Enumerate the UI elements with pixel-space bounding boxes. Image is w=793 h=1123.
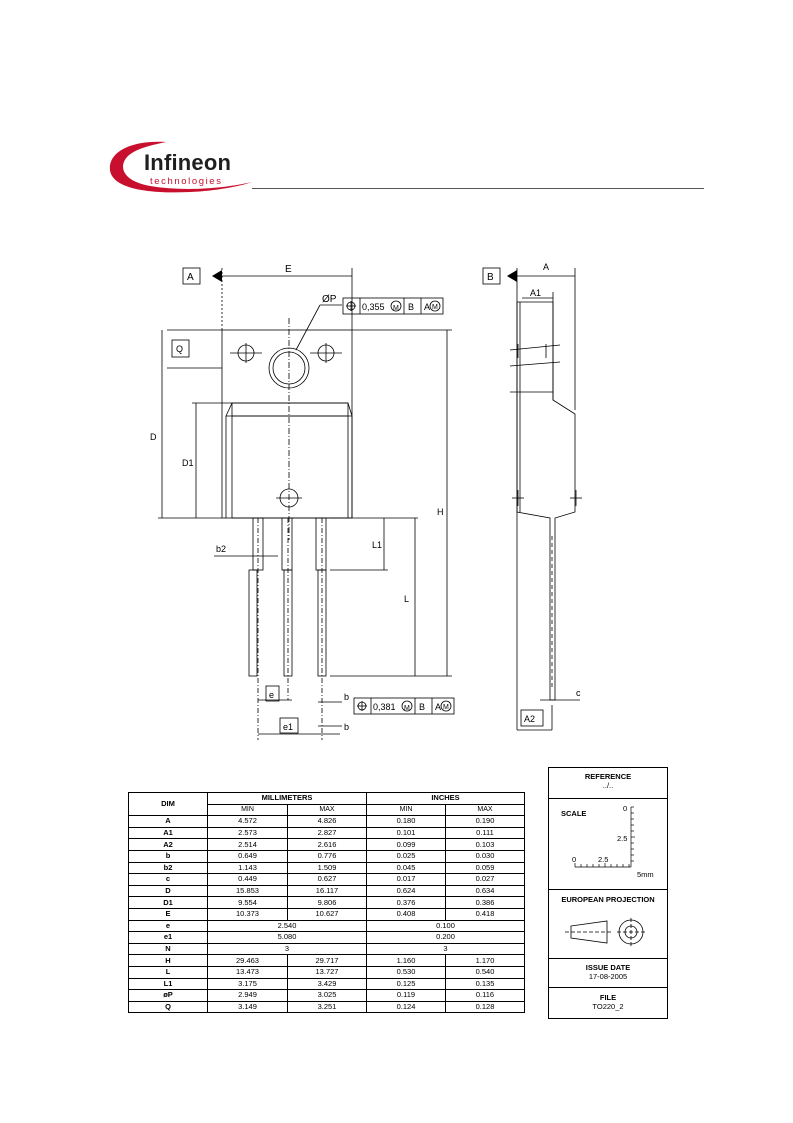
info-panel xyxy=(548,767,668,1019)
cell-in-max: 0.135 xyxy=(446,978,525,990)
label-q: Q xyxy=(176,344,184,354)
cell-mm-min: 3.175 xyxy=(208,978,288,990)
row-e-in: 0.100 xyxy=(367,920,525,932)
cell-mm-min: 29.463 xyxy=(208,955,288,967)
table-row xyxy=(129,908,525,920)
brand-name: Infineon xyxy=(144,150,232,175)
table-row xyxy=(129,827,525,839)
cell-in-min: 0.025 xyxy=(367,850,446,862)
cell-mm-max: 3.429 xyxy=(288,978,367,990)
cell-in-min: 0.017 xyxy=(367,874,446,886)
label-a1: A1 xyxy=(530,288,542,298)
tol-bottom-m1: M xyxy=(404,705,410,712)
row-e1-mm: 5.080 xyxy=(208,932,367,944)
table-row xyxy=(129,943,525,955)
datum-a-label: A xyxy=(187,272,194,283)
label-b-bottom: b xyxy=(344,722,350,732)
cell-mm-max: 9.806 xyxy=(288,897,367,909)
label-e: E xyxy=(285,264,292,275)
cell-dim: Q xyxy=(129,1001,208,1013)
table-row xyxy=(129,862,525,874)
label-a: A xyxy=(543,262,550,272)
cell-mm-max: 16.117 xyxy=(288,885,367,897)
row-e1-in: 0.200 xyxy=(367,932,525,944)
table-row xyxy=(129,990,525,1002)
cell-mm-max: 2.616 xyxy=(288,839,367,851)
cell-mm-min: 0.649 xyxy=(208,850,288,862)
table-row xyxy=(129,874,525,886)
cell-in-max: 0.116 xyxy=(446,990,525,1002)
cell-dim: c xyxy=(129,874,208,886)
projection-symbol-icon xyxy=(549,908,667,958)
cell-in-min: 0.180 xyxy=(367,816,446,828)
tol-top-ref: B xyxy=(408,302,415,312)
cell-in-max: 0.103 xyxy=(446,839,525,851)
cell-mm-min: 10.373 xyxy=(208,908,288,920)
cell-in-max: 0.030 xyxy=(446,850,525,862)
cell-in-max: 1.170 xyxy=(446,955,525,967)
label-a2: A2 xyxy=(524,714,536,724)
cell-dim: L1 xyxy=(129,978,208,990)
sub-min: MIN xyxy=(208,804,288,816)
row-n-in: 3 xyxy=(367,943,525,955)
cell-in-max: 0.540 xyxy=(446,966,525,978)
tol-bottom-ref2: A xyxy=(435,702,442,712)
table-row xyxy=(129,885,525,897)
cell-dim: A xyxy=(129,816,208,828)
scale-title: SCALE xyxy=(561,809,587,818)
cell-mm-max: 3.025 xyxy=(288,990,367,1002)
file-title: FILE xyxy=(599,993,617,1002)
scale-y25: 2.5 xyxy=(617,834,628,843)
file-cell xyxy=(549,988,667,1018)
sub-min: MIN xyxy=(367,804,446,816)
cell-mm-min: 9.554 xyxy=(208,897,288,909)
cell-dim: b2 xyxy=(129,862,208,874)
cell-dim: D xyxy=(129,885,208,897)
row-n-dim: N xyxy=(129,943,208,955)
sub-max: MAX xyxy=(288,804,367,816)
tol-bottom-m2: M xyxy=(443,704,449,711)
cell-mm-max: 0.627 xyxy=(288,874,367,886)
cell-dim: øP xyxy=(129,990,208,1002)
cell-in-max: 0.418 xyxy=(446,908,525,920)
cell-dim: L xyxy=(129,966,208,978)
cell-mm-min: 4.572 xyxy=(208,816,288,828)
cell-in-max: 0.027 xyxy=(446,874,525,886)
cell-mm-max: 2.827 xyxy=(288,827,367,839)
cell-mm-max: 4.826 xyxy=(288,816,367,828)
table-row xyxy=(129,932,525,944)
scale-y0: 0 xyxy=(623,804,628,813)
cell-in-max: 0.386 xyxy=(446,897,525,909)
table-row xyxy=(129,897,525,909)
label-h: H xyxy=(437,507,444,517)
table-row xyxy=(129,955,525,967)
scale-cell xyxy=(549,799,667,890)
label-l1: L1 xyxy=(372,540,383,550)
label-l: L xyxy=(404,594,410,604)
scale-ruler xyxy=(549,799,667,889)
table-row xyxy=(129,966,525,978)
cell-mm-max: 3.251 xyxy=(288,1001,367,1013)
tol-top-value: 0,355 xyxy=(362,302,385,312)
cell-in-min: 0.408 xyxy=(367,908,446,920)
cell-mm-min: 1.143 xyxy=(208,862,288,874)
cell-mm-max: 13.727 xyxy=(288,966,367,978)
tol-top-m1: M xyxy=(393,305,399,312)
cell-in-min: 0.101 xyxy=(367,827,446,839)
label-e-small: e xyxy=(269,690,275,700)
cell-in-min: 0.376 xyxy=(367,897,446,909)
row-e-dim: e xyxy=(129,920,208,932)
reference-title: REFERENCE xyxy=(584,772,632,781)
cell-in-max: 0.128 xyxy=(446,1001,525,1013)
row-n-mm: 3 xyxy=(208,943,367,955)
cell-in-min: 0.125 xyxy=(367,978,446,990)
cell-mm-max: 10.627 xyxy=(288,908,367,920)
table-row xyxy=(129,978,525,990)
cell-dim: A1 xyxy=(129,827,208,839)
cell-in-min: 0.099 xyxy=(367,839,446,851)
cell-mm-min: 2.514 xyxy=(208,839,288,851)
label-phi-p: ØP xyxy=(322,294,337,305)
cell-in-min: 0.624 xyxy=(367,885,446,897)
table-row xyxy=(129,850,525,862)
row-e-mm: 2.540 xyxy=(208,920,367,932)
scale-x25: 2.5 xyxy=(598,855,609,864)
reference-value: ../.. xyxy=(602,781,614,790)
brand-sub: technologies xyxy=(150,176,223,187)
cell-dim: E xyxy=(129,908,208,920)
cell-mm-max: 29.717 xyxy=(288,955,367,967)
cell-mm-min: 3.149 xyxy=(208,1001,288,1013)
label-b: b xyxy=(344,692,350,702)
datum-b-label: B xyxy=(487,272,494,283)
tol-top-ref2: A xyxy=(424,302,431,312)
cell-mm-min: 2.949 xyxy=(208,990,288,1002)
cell-mm-min: 0.449 xyxy=(208,874,288,886)
label-c: c xyxy=(576,688,581,698)
cell-mm-max: 0.776 xyxy=(288,850,367,862)
issue-value: 17-08-2005 xyxy=(588,972,628,981)
cell-dim: A2 xyxy=(129,839,208,851)
scale-unit: 5mm xyxy=(637,870,654,879)
cell-in-min: 0.530 xyxy=(367,966,446,978)
label-e1: e1 xyxy=(283,722,294,732)
label-d: D xyxy=(150,432,157,442)
cell-in-max: 0.111 xyxy=(446,827,525,839)
cell-in-max: 0.059 xyxy=(446,862,525,874)
cell-in-min: 0.045 xyxy=(367,862,446,874)
reference-cell xyxy=(549,768,667,799)
cell-dim: D1 xyxy=(129,897,208,909)
issue-cell xyxy=(549,959,667,988)
cell-mm-min: 15.853 xyxy=(208,885,288,897)
table-row xyxy=(129,839,525,851)
cell-in-max: 0.190 xyxy=(446,816,525,828)
cell-dim: b xyxy=(129,850,208,862)
issue-title: ISSUE DATE xyxy=(585,963,631,972)
tol-top-m2: M xyxy=(432,304,438,311)
label-d1: D1 xyxy=(182,458,194,468)
sub-max: MAX xyxy=(446,804,525,816)
table-row xyxy=(129,920,525,932)
tol-bottom-value: 0,381 xyxy=(373,702,396,712)
col-mm: MILLIMETERS xyxy=(208,793,367,805)
cell-in-min: 0.119 xyxy=(367,990,446,1002)
scale-x0: 0 xyxy=(572,855,577,864)
cell-in-min: 0.124 xyxy=(367,1001,446,1013)
cell-in-min: 1.160 xyxy=(367,955,446,967)
table-row xyxy=(129,1001,525,1013)
col-dim: DIM xyxy=(129,793,208,816)
col-in: INCHES xyxy=(367,793,525,805)
cell-dim: H xyxy=(129,955,208,967)
row-e1-dim: e1 xyxy=(129,932,208,944)
cell-in-max: 0.634 xyxy=(446,885,525,897)
projection-cell xyxy=(549,890,667,959)
tol-bottom-ref: B xyxy=(419,702,426,712)
file-value: TO220_2 xyxy=(592,1002,624,1011)
projection-title: EUROPEAN PROJECTION xyxy=(561,895,655,904)
dimension-table xyxy=(128,792,525,1013)
cell-mm-min: 13.473 xyxy=(208,966,288,978)
cell-mm-min: 2.573 xyxy=(208,827,288,839)
table-row xyxy=(129,816,525,828)
cell-mm-max: 1.509 xyxy=(288,862,367,874)
label-b2: b2 xyxy=(216,544,227,554)
